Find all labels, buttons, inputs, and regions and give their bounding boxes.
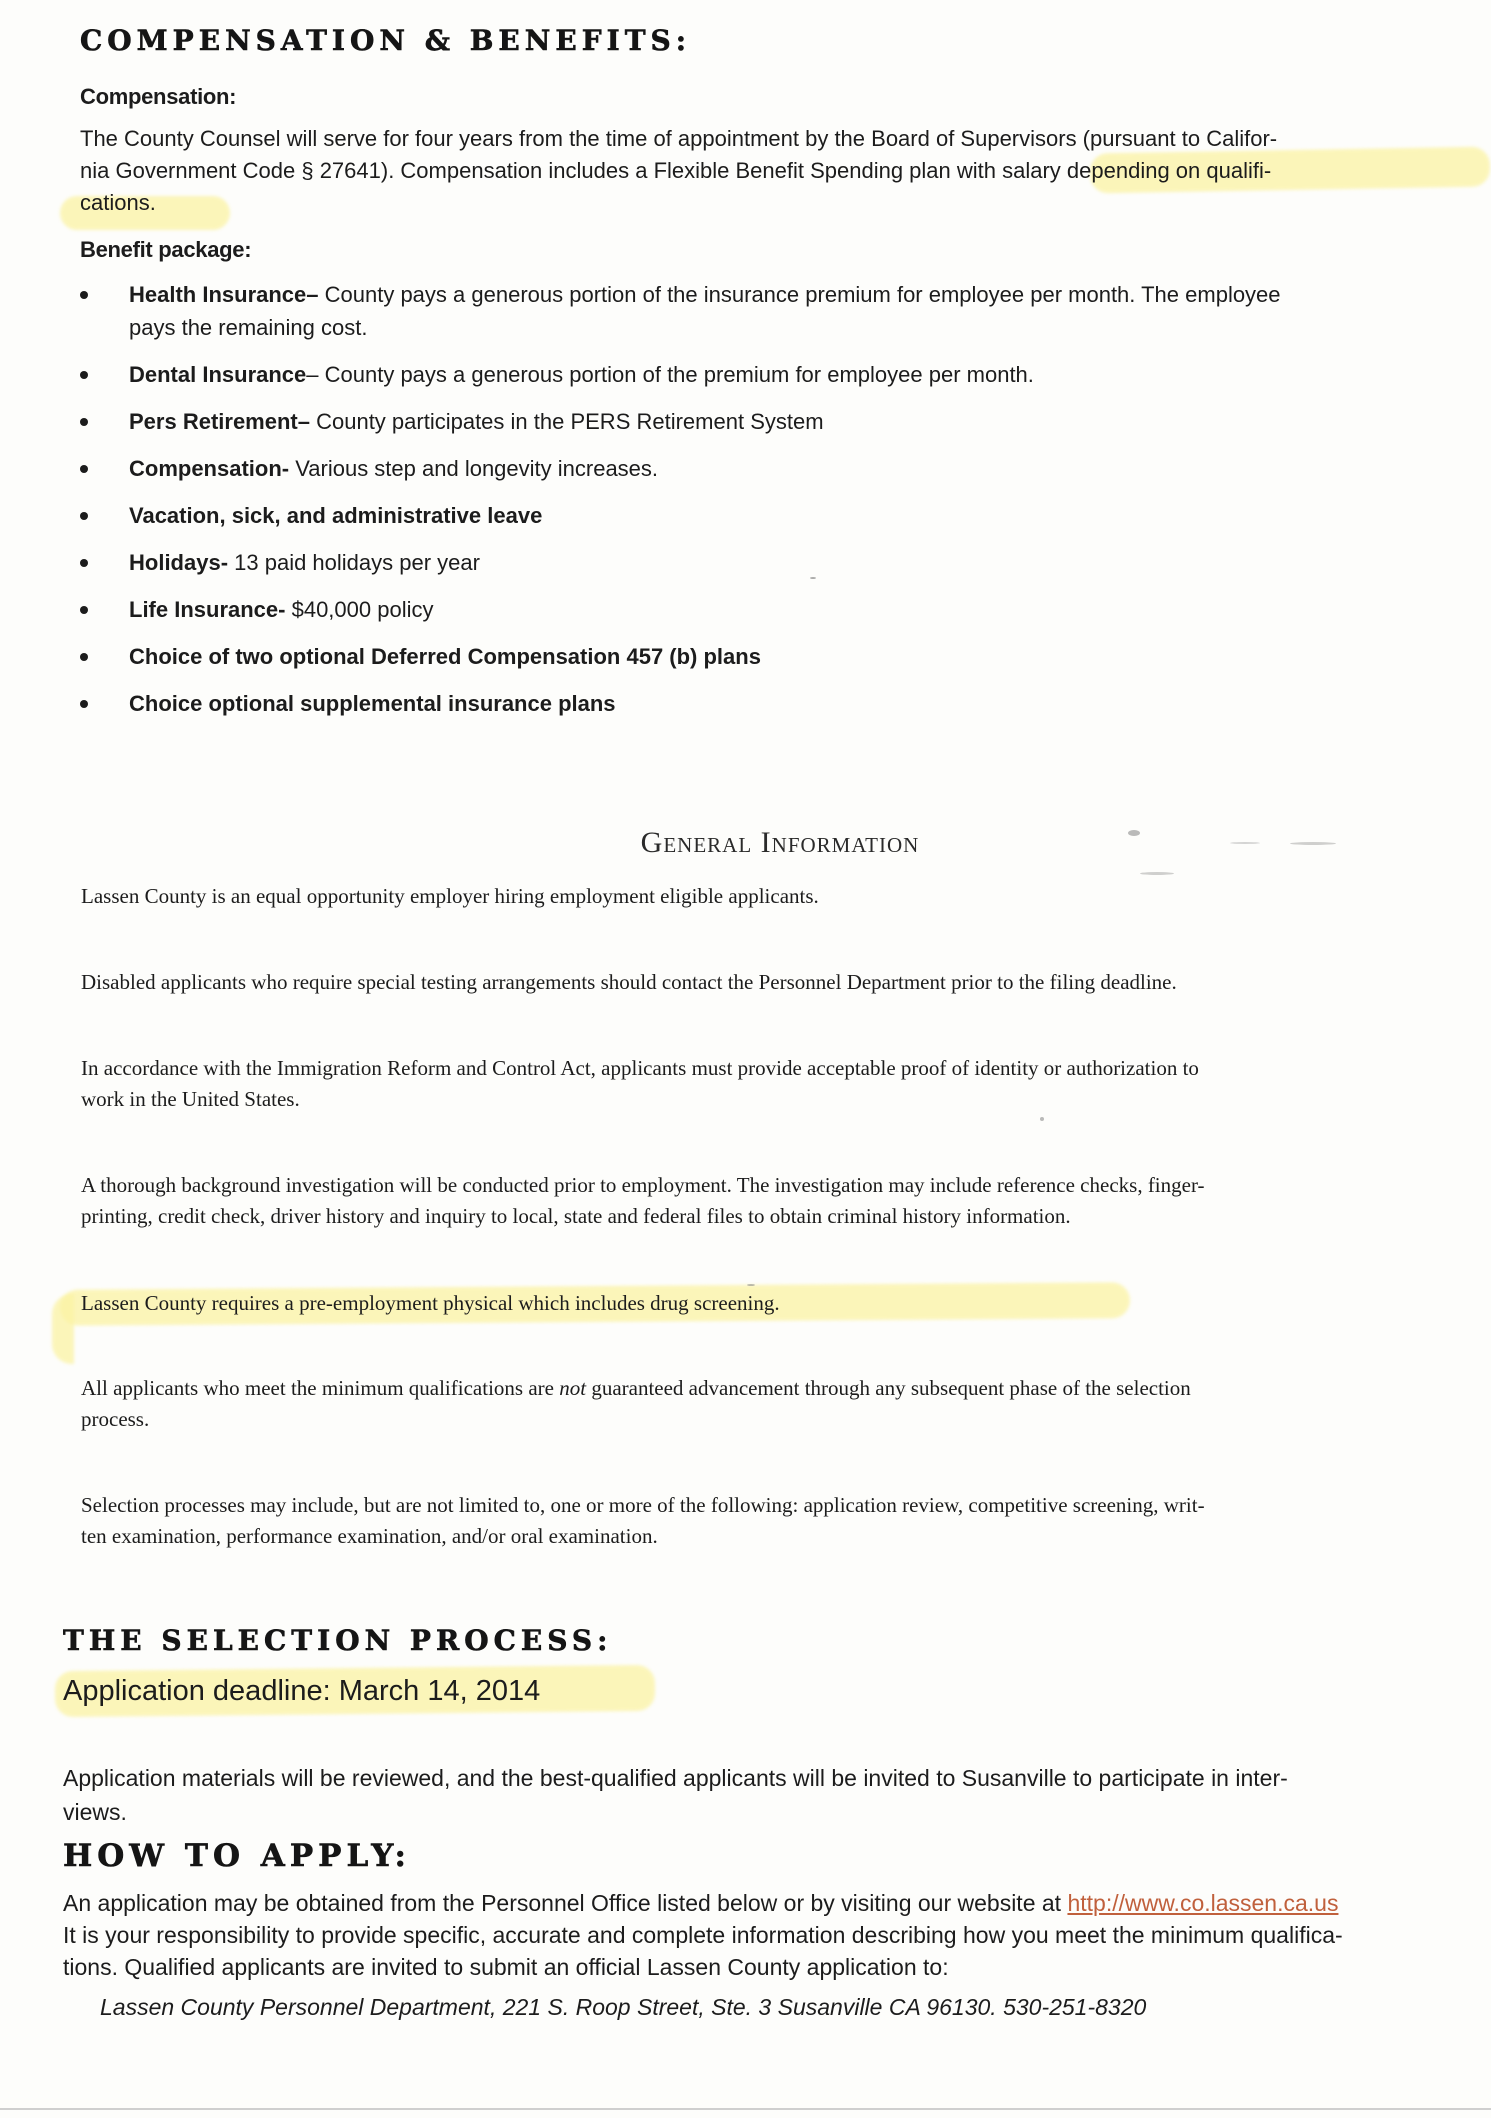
p6-part-a: All applicants who meet the minimum qualifications are — [81, 1376, 560, 1400]
general-info-p6-line-2: process. — [81, 1407, 150, 1431]
general-info-p3 — [81, 1053, 1481, 1115]
benefit-text: – County pays a generous portion of the premium for employee per month. — [306, 362, 1034, 387]
compensation-line-2: nia Government Code § 27641). Compensation includes a Flexible Benefit Spending plan with salary depending on qualifi- — [80, 158, 1272, 183]
selection-review-line-2: views. — [63, 1799, 127, 1825]
bullet-icon — [80, 559, 88, 567]
general-information-heading: General Information — [640, 826, 920, 859]
scan-speck — [1140, 872, 1174, 875]
general-info-p6-line-1 — [81, 1373, 1481, 1404]
benefit-title: Holidays- — [129, 550, 229, 575]
compensation-paragraph — [80, 123, 1480, 219]
general-info-p3-line-2: work in the United States. — [81, 1087, 300, 1111]
selection-review-line-1: Application materials will be reviewed, and the best-qualified applicants will be invited to Susanville to participate in inter- — [63, 1765, 1288, 1791]
bullet-icon — [80, 512, 88, 520]
benefit-item-compensation — [80, 452, 1470, 485]
benefit-text: County pays a generous portion of the insurance premium for employee per month. The employee — [318, 282, 1281, 307]
compensation-label: Compensation: — [80, 84, 237, 109]
general-info-p7 — [81, 1490, 1481, 1552]
bullet-icon — [80, 653, 88, 661]
scan-speck — [1040, 1117, 1044, 1121]
bullet-icon — [80, 465, 88, 473]
apply-line-2: It is your responsibility to provide specific, accurate and complete information describing how you meet the minimum qualifica- — [63, 1922, 1343, 1948]
scan-speck — [1230, 842, 1260, 844]
general-info-p4-line-1: A thorough background investigation will be conducted prior to employment. The investigation may include reference checks, finger- — [81, 1173, 1205, 1197]
apply-line-1 — [63, 1887, 1491, 1919]
bullet-icon — [80, 418, 88, 426]
benefit-text: County participates in the PERS Retirement System — [309, 409, 824, 434]
page-bottom-edge — [0, 2108, 1491, 2110]
selection-review-text — [63, 1761, 1483, 1829]
general-info-body — [81, 881, 1481, 1552]
scan-speck — [1290, 842, 1336, 845]
benefit-title: Choice optional supplemental insurance plans — [129, 691, 616, 716]
benefit-item-deferred-comp — [80, 640, 1470, 673]
general-info-p7-line-2: ten examination, performance examination, and/or oral examination. — [81, 1524, 658, 1548]
how-to-apply-text — [63, 1887, 1491, 1983]
bullet-icon — [80, 606, 88, 614]
apply-line-3: tions. Qualified applicants are invited to submit an official Lassen County application to: — [63, 1954, 949, 1980]
benefit-title: Vacation, sick, and administrative leave — [129, 503, 543, 528]
benefit-title: Life Insurance- — [129, 597, 286, 622]
benefit-item-leave — [80, 499, 1470, 532]
benefit-text-2: pays the remaining cost. — [129, 315, 368, 340]
compensation-line-1: The County Counsel will serve for four years from the time of appointment by the Board of Supervisors (pursuant to Califor- — [80, 126, 1278, 151]
p6-part-b: guaranteed advancement through any subsequent phase of the selection — [586, 1376, 1191, 1400]
general-info-p6 — [81, 1373, 1481, 1435]
personnel-address: Lassen County Personnel Department, 221 S. Roop Street, Ste. 3 Susanville CA 96130. 530-251-8320 — [100, 1994, 1147, 2020]
benefit-title: Dental Insurance — [129, 362, 307, 387]
bullet-icon — [80, 700, 88, 708]
benefit-title: Pers Retirement– — [129, 409, 310, 434]
general-info-p4 — [81, 1170, 1481, 1232]
application-deadline: Application deadline: March 14, 2014 — [63, 1675, 541, 1707]
benefit-package-label: Benefit package: — [80, 237, 252, 262]
benefit-item-holidays — [80, 546, 1470, 579]
benefit-item-health — [80, 278, 1470, 344]
compensation-line-3: cations. — [80, 190, 156, 215]
benefit-text: Various step and longevity increases. — [289, 456, 659, 481]
highlight-mark — [52, 1294, 74, 1364]
bullet-icon — [80, 291, 88, 299]
comp-benefits-heading: COMPENSATION & BENEFITS: — [80, 24, 692, 57]
general-info-p5: Lassen County requires a pre-employment physical which includes drug screening. — [81, 1291, 780, 1315]
benefits-list — [80, 278, 1470, 734]
general-info-p1: Lassen County is an equal opportunity employer hiring employment eligible applicants. — [81, 884, 819, 908]
selection-process-heading: THE SELECTION PROCESS: — [63, 1624, 613, 1657]
benefit-item-life-insurance — [80, 593, 1470, 626]
website-link[interactable]: http://www.co.lassen.ca.us — [1067, 1890, 1339, 1916]
apply-line-1-text: An application may be obtained from the Personnel Office listed below or by visiting our website at — [63, 1890, 1068, 1916]
benefit-text: 13 paid holidays per year — [228, 550, 480, 575]
benefit-title: Health Insurance– — [129, 282, 319, 307]
scan-speck — [1128, 830, 1140, 836]
how-to-apply-heading: HOW TO APPLY: — [63, 1838, 411, 1874]
benefit-item-dental — [80, 358, 1470, 391]
general-info-p3-line-1: In accordance with the Immigration Reform and Control Act, applicants must provide acceptable proof of identity or authorization to — [81, 1056, 1199, 1080]
benefit-item-retirement — [80, 405, 1470, 438]
bullet-icon — [80, 371, 88, 379]
general-info-p2: Disabled applicants who require special testing arrangements should contact the Personnel Department prior to the filing deadline. — [81, 970, 1177, 994]
scan-speck — [747, 1284, 755, 1286]
general-info-p4-line-2: printing, credit check, driver history and inquiry to local, state and federal files to obtain criminal history information. — [81, 1204, 1071, 1228]
scan-speck — [810, 577, 816, 579]
benefit-title: Compensation- — [129, 456, 290, 481]
general-info-p7-line-1: Selection processes may include, but are not limited to, one or more of the following: application review, competitive screening, writ- — [81, 1493, 1205, 1517]
benefit-item-supplemental — [80, 687, 1470, 720]
p6-not-emphasis: not — [559, 1376, 587, 1400]
benefit-text: $40,000 policy — [285, 597, 434, 622]
benefit-title: Choice of two optional Deferred Compensation 457 (b) plans — [129, 644, 761, 669]
